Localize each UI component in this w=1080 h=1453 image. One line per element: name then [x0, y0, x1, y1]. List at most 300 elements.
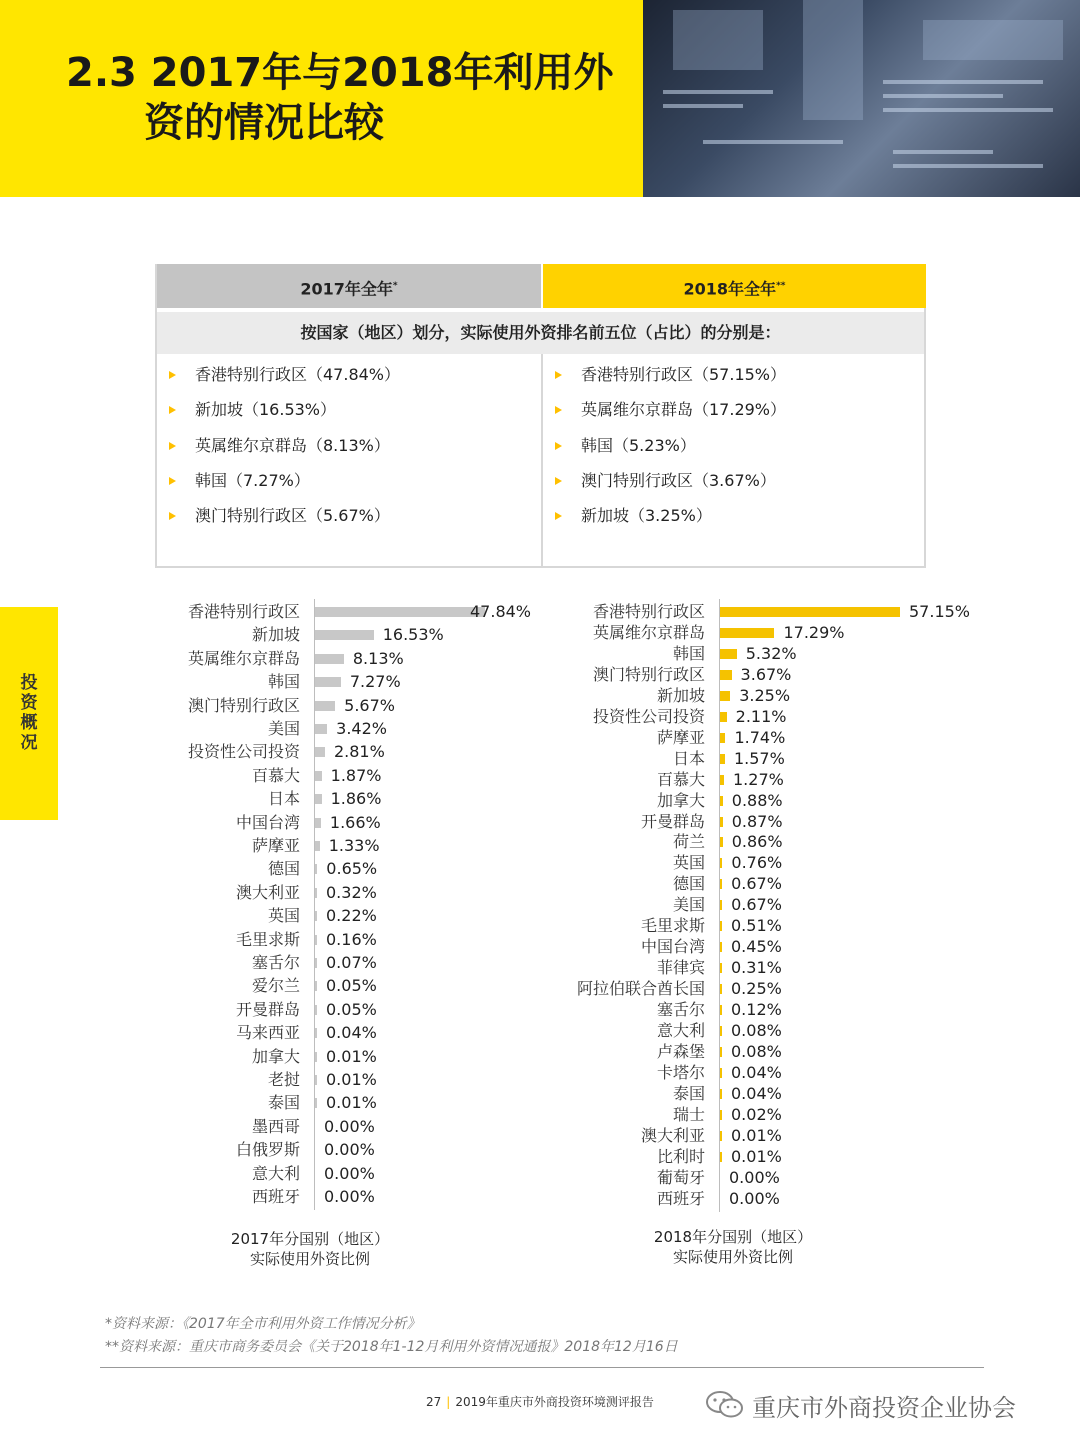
bar [315, 747, 325, 757]
category-label-box [100, 836, 300, 856]
category-label-box [500, 728, 705, 748]
category-label-box [100, 1164, 300, 1184]
category-label-box [100, 859, 300, 879]
chart-row [500, 937, 989, 957]
list-item-text: 韩国（7.27%） [195, 470, 310, 490]
arrow-bullet-icon [169, 477, 176, 485]
category-label-box [100, 813, 300, 833]
chart-row [500, 1084, 989, 1104]
data-label: 57.15% [909, 602, 971, 621]
list-item-text: 新加坡（16.53%） [195, 400, 337, 420]
bar [315, 841, 320, 851]
category-label: 新加坡 [251, 625, 300, 645]
data-label: 17.29% [783, 622, 845, 642]
category-label-box [500, 1021, 705, 1041]
bar [315, 1028, 317, 1038]
bar [720, 1026, 722, 1036]
data-label: 0.67% [731, 874, 782, 894]
category-label-box [100, 953, 300, 973]
category-label: 开曼群岛 [235, 999, 300, 1019]
data-label: 5.32% [745, 643, 797, 663]
category-label: 瑞士 [672, 1104, 705, 1124]
category-label-box [100, 1023, 300, 1043]
category-label: 荷兰 [672, 832, 705, 852]
list-item-text: 新加坡（3.25%） [581, 506, 712, 526]
bar [315, 958, 317, 968]
page-footer [426, 1393, 654, 1410]
category-label-box [100, 930, 300, 950]
data-label: 0.01% [326, 1093, 377, 1113]
arrow-bullet-icon [555, 442, 562, 450]
bar [315, 701, 335, 711]
chart-caption-2017-line2: 实际使用外资比例 [249, 1250, 370, 1268]
data-label: 0.76% [731, 853, 783, 873]
bar [315, 935, 317, 945]
category-label: 意大利 [656, 1021, 705, 1040]
bar [720, 691, 730, 701]
data-label: 0.51% [731, 916, 782, 936]
category-label-box [100, 766, 300, 786]
data-label: 0.16% [326, 929, 377, 949]
bar [720, 796, 723, 806]
bar [720, 984, 722, 994]
list-item-text: 香港特别行政区（47.84%） [195, 365, 401, 384]
category-label: 西班牙 [251, 1187, 300, 1206]
category-label-box [500, 1189, 705, 1209]
category-label: 香港特别行政区 [187, 602, 300, 621]
data-label: 2.81% [333, 742, 385, 762]
category-label: 西班牙 [656, 1188, 705, 1208]
chart-caption-2018-line2: 实际使用外资比例 [672, 1248, 793, 1266]
list-item-text: 韩国（5.23%） [581, 435, 696, 455]
table-header-2017-label: 2017年全年 [300, 279, 393, 299]
data-label: 5.67% [344, 695, 395, 715]
data-label: 1.86% [330, 789, 382, 809]
category-label-box [100, 672, 300, 692]
chart-row [500, 812, 989, 832]
category-label-box [100, 1047, 300, 1067]
category-label: 中国台湾 [640, 937, 705, 957]
chart-row [500, 1000, 989, 1020]
category-label: 阿拉伯联合酋长国 [576, 979, 705, 999]
category-label-box [500, 644, 705, 664]
data-label: 1.74% [734, 727, 786, 747]
data-label: 3.42% [336, 719, 387, 738]
data-label: 0.00% [324, 1116, 375, 1136]
data-label: 0.00% [324, 1163, 375, 1183]
category-label-box [100, 1093, 300, 1113]
bar [315, 981, 317, 991]
category-label: 葡萄牙 [656, 1167, 705, 1187]
bar [720, 649, 737, 659]
chart-row [500, 707, 989, 727]
chart-axis-2017 [314, 599, 315, 1210]
arrow-bullet-icon [555, 477, 562, 485]
data-label: 0.01% [326, 1070, 377, 1089]
data-label: 0.05% [326, 976, 377, 996]
list-item-text: 澳门特别行政区（5.67%） [195, 506, 390, 526]
arrow-bullet-icon [169, 406, 176, 414]
category-label-box [100, 696, 300, 716]
category-label: 加拿大 [656, 790, 705, 810]
data-label: 1.66% [329, 812, 381, 832]
category-label: 老挝 [267, 1070, 300, 1089]
data-label: 0.04% [731, 1083, 782, 1103]
chart-axis-2018 [719, 599, 720, 1212]
arrow-bullet-icon [555, 371, 562, 379]
data-label: 0.07% [326, 953, 377, 972]
list-item [169, 433, 400, 468]
category-label: 卡塔尔 [656, 1062, 705, 1082]
bar [720, 670, 732, 680]
list-item [555, 397, 786, 432]
bar [720, 1110, 722, 1120]
table-subheader: 按国家（地区）划分，实际使用外资排名前五位（占比）的分别是： [157, 312, 924, 354]
header-data-screen-image [643, 0, 1080, 197]
report-title: 2019年重庆市外商投资环境测评报告 [455, 1395, 654, 1409]
category-label: 开曼群岛 [640, 811, 705, 831]
category-label-box [500, 1084, 705, 1104]
chart-row [500, 1063, 989, 1083]
chart-caption-2017-line1: 2017年分国别（地区） [230, 1230, 390, 1248]
bar [315, 607, 485, 617]
table-header-2018-label: 2018年全年 [683, 279, 777, 299]
chart-row [500, 874, 989, 894]
table-header-2017 [157, 264, 541, 308]
data-label: 0.00% [324, 1187, 375, 1206]
bar [315, 771, 322, 781]
category-label-box [100, 1000, 300, 1020]
category-label: 英国 [267, 906, 300, 926]
category-label: 澳大利亚 [640, 1125, 705, 1145]
bar [315, 864, 317, 874]
category-label-box [500, 979, 705, 999]
data-label: 0.00% [729, 1188, 780, 1208]
category-label-box [500, 1042, 705, 1062]
list-item [169, 362, 400, 397]
data-label: 0.45% [731, 937, 782, 957]
category-label: 日本 [672, 748, 705, 768]
data-label: 0.01% [731, 1125, 782, 1145]
category-label: 百慕大 [251, 765, 300, 785]
list-item-text: 澳门特别行政区（3.67%） [581, 470, 776, 490]
bar [720, 754, 725, 764]
bar [720, 858, 722, 868]
list-item [169, 503, 400, 538]
bar [315, 911, 317, 921]
category-label-box [500, 749, 705, 769]
bar [315, 888, 317, 898]
chart-row [500, 1126, 989, 1146]
bar [720, 712, 727, 722]
arrow-bullet-icon [169, 512, 176, 520]
bar [720, 900, 722, 910]
category-label-box [500, 623, 705, 643]
category-label-box [500, 832, 705, 852]
list-item [555, 503, 786, 538]
chart-row [500, 1021, 989, 1041]
bar [315, 724, 327, 734]
category-label-box [500, 916, 705, 936]
data-label: 8.13% [352, 648, 404, 668]
chart-row [500, 1168, 989, 1188]
category-label-box [500, 707, 705, 727]
chart-row [500, 791, 989, 811]
category-label: 毛里求斯 [235, 929, 300, 949]
bar [720, 1089, 722, 1099]
chart-row [500, 1105, 989, 1125]
category-label-box [500, 1105, 705, 1125]
category-label-box [100, 976, 300, 996]
watermark-text: 重庆市外商投资企业协会 [752, 1394, 1016, 1422]
category-label-box [500, 874, 705, 894]
category-label: 白俄罗斯 [235, 1140, 300, 1160]
chart-row [500, 1147, 989, 1167]
bar [720, 1047, 722, 1057]
chart-row [500, 749, 989, 769]
data-label: 47.84% [470, 602, 532, 621]
chart-row [500, 686, 989, 706]
category-label: 德国 [672, 874, 705, 894]
data-label: 2.11% [735, 706, 787, 726]
category-label-box [100, 1187, 300, 1207]
arrow-bullet-icon [555, 512, 562, 520]
page-number: 27 [426, 1395, 442, 1409]
category-label: 澳大利亚 [235, 882, 300, 902]
category-label-box [100, 883, 300, 903]
category-label: 比利时 [656, 1146, 705, 1166]
category-label: 塞舌尔 [656, 1000, 705, 1020]
data-label: 0.01% [326, 1046, 377, 1066]
bar [315, 1075, 317, 1085]
category-label: 卢森堡 [656, 1041, 705, 1061]
bar [315, 1098, 317, 1108]
bar [720, 775, 724, 785]
category-label-box [100, 789, 300, 809]
top-five-list-2017 [169, 362, 400, 538]
data-label: 0.05% [326, 999, 377, 1019]
category-label: 百慕大 [656, 769, 705, 789]
category-label: 韩国 [672, 643, 705, 663]
table-header-2017-mark: * [392, 281, 398, 291]
list-item [169, 397, 400, 432]
data-label: 0.00% [324, 1140, 375, 1160]
wechat-icon [705, 1390, 745, 1420]
source-note-1: *资料来源：《2017年全市利用外资工作情况分析》 [105, 1316, 421, 1332]
chart-row [500, 1189, 989, 1209]
bar [720, 607, 900, 617]
bar [315, 1005, 317, 1015]
table-header-2018-mark: ** [776, 281, 786, 291]
category-label: 萨摩亚 [656, 727, 705, 747]
category-label: 加拿大 [251, 1046, 300, 1066]
chart-row [500, 958, 989, 978]
category-label-box [500, 791, 705, 811]
category-label: 墨西哥 [251, 1116, 300, 1136]
category-label: 新加坡 [656, 685, 705, 705]
bar [720, 628, 774, 638]
category-label: 英国 [672, 853, 705, 873]
page-title-line2: 资的情况比较 [144, 100, 384, 146]
category-label-box [500, 770, 705, 790]
chart-row [500, 665, 989, 685]
data-label: 0.00% [729, 1167, 780, 1187]
bar [720, 733, 725, 743]
chart-row [500, 1042, 989, 1062]
category-label-box [100, 649, 300, 669]
data-label: 0.87% [731, 811, 783, 831]
chart-row [500, 979, 989, 999]
category-label: 投资性公司投资 [187, 742, 300, 762]
bar [720, 942, 722, 952]
list-item [169, 468, 400, 503]
category-label: 投资性公司投资 [592, 706, 705, 726]
category-label: 美国 [672, 895, 705, 915]
category-label-box [100, 625, 300, 645]
top-five-table [155, 264, 926, 568]
category-label: 意大利 [251, 1163, 300, 1183]
category-label: 日本 [267, 789, 300, 809]
category-label-box [100, 719, 300, 739]
page-title-line1: 2.3 2017年与2018年利用外 [66, 50, 614, 96]
bar [315, 654, 344, 664]
chart-row [500, 602, 989, 622]
chart-caption-2018-line1: 2018年分国别（地区） [653, 1228, 813, 1246]
category-label: 澳门特别行政区 [592, 664, 705, 684]
category-label-box [500, 1168, 705, 1188]
category-label-box [500, 1000, 705, 1020]
footer-divider [100, 1367, 984, 1368]
category-label-box [500, 602, 705, 622]
footer-separator: | [446, 1395, 451, 1409]
data-label: 1.27% [733, 769, 784, 789]
category-label: 塞舌尔 [251, 953, 300, 972]
category-label-box [500, 1063, 705, 1083]
table-header-2018 [543, 264, 926, 308]
bar [720, 1152, 722, 1162]
data-label: 0.12% [731, 1000, 782, 1020]
bar [315, 630, 374, 640]
category-label-box [100, 1140, 300, 1160]
data-label: 3.67% [740, 664, 792, 684]
category-label: 爱尔兰 [251, 976, 300, 996]
page-title [66, 48, 613, 148]
data-label: 0.86% [731, 832, 783, 852]
category-label: 毛里求斯 [640, 916, 705, 936]
bar [720, 837, 723, 847]
category-label: 韩国 [267, 672, 300, 692]
bar [315, 1052, 317, 1062]
category-label-box [100, 1070, 300, 1090]
category-label-box [500, 958, 705, 978]
table-column-divider [541, 354, 543, 568]
bar [720, 1068, 722, 1078]
data-label: 0.31% [731, 958, 782, 978]
page-header [0, 0, 1080, 197]
category-label: 泰国 [267, 1093, 300, 1113]
category-label: 萨摩亚 [251, 836, 300, 855]
side-tab-label: 投资概况 [20, 673, 38, 753]
chart-caption-2017 [205, 1229, 415, 1269]
data-label: 0.88% [731, 790, 783, 810]
data-label: 3.25% [739, 685, 791, 705]
bar [720, 921, 722, 931]
category-label-box [500, 1147, 705, 1167]
data-label: 0.32% [326, 882, 377, 902]
chart-row [500, 770, 989, 790]
category-label: 澳门特别行政区 [187, 695, 300, 715]
data-label: 0.04% [326, 1023, 377, 1043]
bar [720, 1005, 722, 1015]
category-label-box [500, 812, 705, 832]
arrow-bullet-icon [555, 406, 562, 414]
category-label-box [100, 602, 300, 622]
bar [720, 879, 722, 889]
data-label: 7.27% [349, 672, 401, 692]
data-label: 1.33% [328, 836, 380, 855]
bar [315, 677, 341, 687]
category-label-box [100, 742, 300, 762]
data-label: 1.87% [330, 765, 382, 785]
category-label: 马来西亚 [235, 1023, 300, 1043]
chart-row [500, 728, 989, 748]
data-label: 0.08% [731, 1021, 782, 1040]
category-label-box [500, 1126, 705, 1146]
category-label-box [500, 686, 705, 706]
top-five-list-2018 [555, 362, 786, 538]
category-label-box [100, 1117, 300, 1137]
chart-row [500, 895, 989, 915]
data-label: 0.04% [731, 1062, 782, 1082]
list-item-text: 英属维尔京群岛（17.29%） [581, 400, 787, 420]
category-label-box [100, 906, 300, 926]
category-label-box [500, 665, 705, 685]
category-label: 美国 [267, 719, 300, 738]
chart-row [500, 832, 989, 852]
data-label: 0.02% [731, 1104, 782, 1124]
chart-row [500, 623, 989, 643]
list-item-text: 香港特别行政区（57.15%） [581, 365, 787, 384]
data-label: 1.57% [733, 748, 785, 768]
section-side-tab [0, 607, 58, 820]
bar [720, 1131, 722, 1141]
list-item [555, 468, 786, 503]
chart-row [500, 916, 989, 936]
data-label: 0.67% [731, 895, 782, 915]
category-label: 英属维尔京群岛 [187, 648, 300, 668]
list-item [555, 362, 786, 397]
category-label: 中国台湾 [235, 812, 300, 832]
bar [315, 794, 322, 804]
category-label: 德国 [267, 859, 300, 879]
category-label-box [500, 853, 705, 873]
chart-row [500, 853, 989, 873]
list-item-text: 英属维尔京群岛（8.13%） [195, 435, 390, 455]
category-label: 泰国 [672, 1083, 705, 1103]
arrow-bullet-icon [169, 442, 176, 450]
data-label: 16.53% [382, 625, 444, 645]
bar [720, 817, 723, 827]
category-label-box [500, 895, 705, 915]
source-note-2: **资料来源：重庆市商务委员会《关于2018年1-12月利用外资情况通报》2018年12月16日 [105, 1339, 678, 1355]
data-label: 0.08% [731, 1041, 782, 1061]
chart-caption-2018 [628, 1227, 838, 1267]
category-label: 英属维尔京群岛 [592, 622, 705, 642]
data-label: 0.65% [326, 859, 378, 879]
list-item [555, 433, 786, 468]
data-label: 0.25% [731, 979, 782, 999]
category-label: 菲律宾 [656, 958, 705, 978]
